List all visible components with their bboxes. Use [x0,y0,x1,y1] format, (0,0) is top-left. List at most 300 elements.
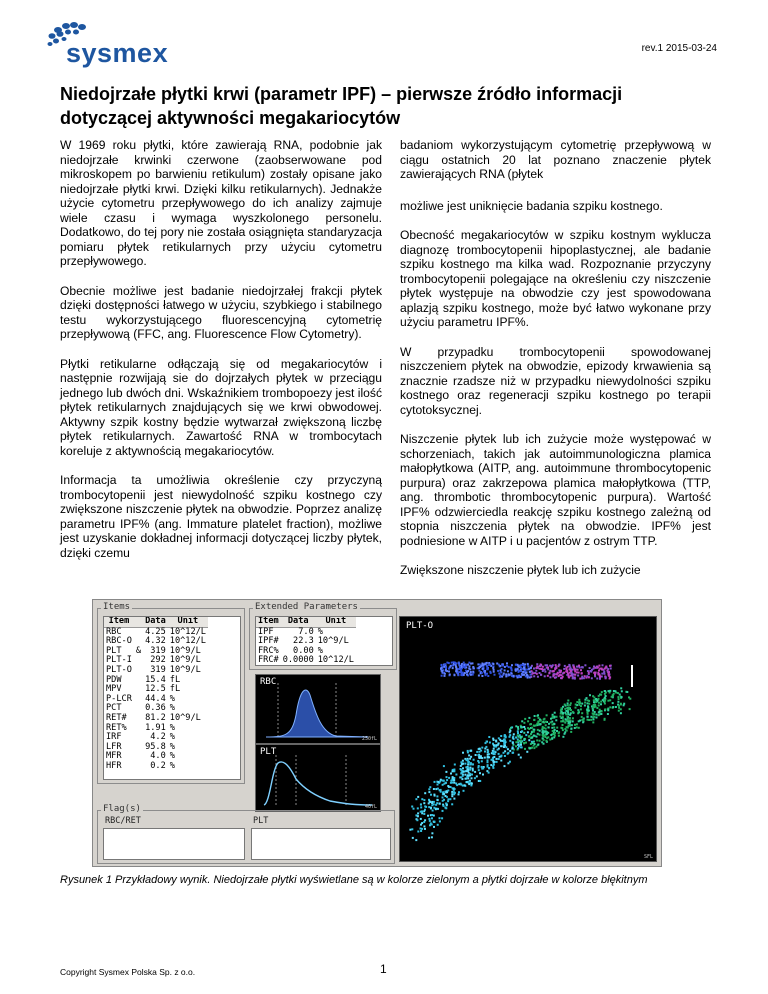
scatter-point [474,777,476,779]
scatter-point [464,672,466,674]
scatter-point [493,669,495,671]
scatter-point [530,723,532,725]
scatter-point [517,732,519,734]
plt-histogram [255,744,381,812]
scatter-point [448,671,450,673]
scatter-point [598,670,600,672]
scatter-point [453,782,455,784]
scatter-point [477,754,479,756]
scatter-point [493,756,495,758]
scatter-point [424,805,426,807]
scatter-point [579,701,581,703]
scatter-point [481,675,483,677]
scatter-point [567,707,569,709]
scatter-point [451,793,453,795]
cell-data: 4.25 [145,626,166,637]
scatter-point [465,664,467,666]
scatter-point [462,763,464,765]
scatter-point [448,662,450,664]
scatter-point [574,671,576,673]
scatter-point [618,705,620,707]
scatter-point [593,699,595,701]
scatter-point [521,726,523,728]
cell-flag [134,666,143,676]
scatter-point [545,721,547,723]
cell-item: LFR [106,741,122,752]
scatter-point [576,701,578,703]
scatter-point [504,765,506,767]
plt-histogram-curve [256,745,380,811]
scatter-point [579,720,581,722]
scatter-point [539,730,541,732]
scatter-point [598,702,600,704]
scatter-point [455,774,457,776]
scatter-point [460,776,462,778]
cell-data: 0.2 [150,760,166,771]
extended-params-table [255,616,393,666]
scatter-point [512,752,514,754]
cell-data: 0.36 [145,703,166,714]
scatter-point [598,695,600,697]
items-label: Items [103,602,131,612]
scatter-point [552,715,554,717]
scatter-point [478,675,480,677]
scatter-point [535,670,537,672]
scatter-point [527,720,529,722]
scatter-point [570,702,572,704]
scatter-point [534,715,536,717]
scatter-point [505,673,507,675]
table-row [104,762,208,772]
scatter-point [477,760,479,762]
scatter-point [617,692,619,694]
scatter-point [594,704,596,706]
cell-item: PLT [106,645,122,656]
scatter-point [509,761,511,763]
scatter-point [437,799,439,801]
scatter-point [612,694,614,696]
scatter-point [444,663,446,665]
scatter-point [521,746,523,748]
scatter-point [533,741,535,743]
scatter-point [570,731,572,733]
scatter-point [460,783,462,785]
scatter-point [441,817,443,819]
scatter-point [582,666,584,668]
scatter-point [619,694,621,696]
scatter-point [466,781,468,783]
flag-rbc-textbox[interactable] [103,828,245,860]
scatter-point [537,733,539,735]
scatter-point [601,691,603,693]
scatter-point [598,665,600,667]
scatter-point [504,755,506,757]
scatter-point [451,795,453,797]
scatter-point [417,831,419,833]
scatter-point [463,771,465,773]
scatter-point [588,710,590,712]
scatter-point [588,703,590,705]
scatter-point [540,664,542,666]
cell-data: 0.0000 [282,655,314,666]
logo-text: sysmex [66,38,169,68]
scatter-point [563,672,565,674]
scatter-point [509,731,511,733]
scatter-point [551,727,553,729]
scatter-point [531,731,533,733]
scatter-point [505,675,507,677]
scatter-point [443,765,445,767]
scatter-point [452,667,454,669]
scatter-point [554,729,556,731]
scatter-point [565,718,567,720]
cell-unit: % [169,722,175,733]
scatter-point [453,779,455,781]
scatter-point [562,712,564,714]
table-row [256,656,356,666]
scatter-point [429,800,431,802]
scatter-point [520,740,522,742]
scatter-point [472,674,474,676]
scatter-point [547,726,549,728]
scatter-point [609,706,611,708]
scatter-point [526,751,528,753]
cell-data: 319 [150,645,166,656]
scatter-point [609,678,611,680]
scatter-point [530,674,532,676]
scatter-point [447,798,449,800]
cell-flag [134,752,143,762]
cell-data: 4.0 [150,751,166,762]
scatter-point [455,670,457,672]
flag-plt-textbox[interactable] [251,828,391,860]
scatter-point [481,760,483,762]
scatter-point [494,674,496,676]
scatter-point [500,760,502,762]
cell-unit: % [317,645,323,656]
scatter-point [488,756,490,758]
cell-data: 95.8 [145,741,166,752]
scatter-point [589,667,591,669]
scatter-point [554,735,556,737]
scatter-point [437,784,439,786]
scatter-point [430,794,432,796]
scatter-point [601,673,603,675]
scatter-point [443,799,445,801]
scatter-point [493,748,495,750]
scatter-point [555,719,557,721]
scatter-point [431,832,433,834]
scatter-point [492,667,494,669]
scatter-point [515,741,517,743]
scatter-point [533,668,535,670]
scatter-point [537,676,539,678]
scatter-point [539,740,541,742]
scatter-point [449,674,451,676]
left-column [60,138,382,575]
scatter-point [446,779,448,781]
cell-flag [134,627,143,637]
scatter-point [451,662,453,664]
flag-rbc-label: RBC/RET [105,816,141,826]
scatter-point [421,810,423,812]
scatter-point [578,727,580,729]
scatter-point [470,671,472,673]
scatter-point [451,803,453,805]
scatter-point [567,702,569,704]
scatter-point [472,770,474,772]
scatter-point [584,705,586,707]
scatter-point [523,665,525,667]
scatter-point [479,664,481,666]
cell-unit: fL [169,674,181,685]
flag-plt-label: PLT [253,816,269,826]
scatter-point [533,747,535,749]
scatter-point [578,665,580,667]
scatter-point [569,704,571,706]
paragraph: Obecnie możliwe jest badanie niedojrzałej frakcji płytek dzięki dostępności łatwego w użyciu, szybkiego i stabilnego testu wykorzystującego fluorescencyjną cytometrię przepływową (FFC, ang. Fluorescence Flow Cytometry). [60,283,382,341]
scatter-point [596,717,598,719]
scatter-point [617,701,619,703]
scatter-point [420,806,422,808]
scatter-point [558,664,560,666]
scatter-point [447,800,449,802]
scatter-point [513,675,515,677]
scatter-point [515,737,517,739]
scatter-point [605,667,607,669]
scatter-point [513,733,515,735]
scatter-point [587,706,589,708]
scatter-point [588,676,590,678]
scatter-point [567,666,569,668]
scatter-point [577,669,579,671]
scatter-point [520,757,522,759]
scatter-point [569,714,571,716]
cell-data: 15.4 [145,674,166,685]
scatter-point [504,666,506,668]
scatter-point [485,663,487,665]
scatter-point [469,768,471,770]
scatter-point [537,744,539,746]
scatter-point [455,662,457,664]
scatter-point [510,727,512,729]
scatter-point [550,718,552,720]
scatter-point [602,664,604,666]
scatter-point [442,797,444,799]
cell-unit: % [317,626,323,637]
scatter-point [467,664,469,666]
scatter-point [568,722,570,724]
scatter-point [487,761,489,763]
scatter-point [553,717,555,719]
scatter-point [502,665,504,667]
scatter-point [566,726,568,728]
cell-flag [134,704,143,714]
rbc-histogram-title: RBC [260,677,277,687]
scatter-point [597,667,599,669]
col-header-item: Item [108,616,130,626]
scatter-point [445,666,447,668]
scatter-point [610,668,612,670]
scatter-point [529,671,531,673]
scatter-point [531,671,533,673]
scatter-point [479,772,481,774]
scatter-point [433,788,435,790]
cell-flag [134,762,143,772]
cell-data: 319 [150,664,166,675]
cell-unit: % [169,751,175,762]
scatter-point [528,739,530,741]
scatter-point [428,837,430,839]
cell-data: 7.0 [298,626,314,637]
scatter-point [577,675,579,677]
scatter-point [452,665,454,667]
scatter-point [551,738,553,740]
scatter-point [618,698,620,700]
scatter-point [567,716,569,718]
scatter-point [500,740,502,742]
scatter-point [498,753,500,755]
scatter-point [511,673,513,675]
scatter-point [531,727,533,729]
paragraph: Płytki retikularne odłączają się od megakariocytów i następnie rozwijają sie do dojrzałych płytek w przeciągu jednego lub dwóch dni. Wskaźnikiem trombopoezy jest ilość płytek retikularnych znajdujących się we krwi obwodowej. Aktywny szpik kostny będzie wytwarzał zwiększoną liczbę płytek retikularnych. Zawartość RNA w trombocytach koreluje z aktywnością megakariocytów. [60,356,382,458]
scatter-point [531,737,533,739]
scatter-point [515,670,517,672]
scatter-point [563,668,565,670]
scatter-point [479,670,481,672]
cell-flag [134,676,143,686]
scatter-point [539,734,541,736]
scatter-point [567,700,569,702]
scatter-point [445,782,447,784]
scatter-point [542,670,544,672]
scatter-point [541,668,543,670]
scatter-point [487,675,489,677]
scatter-point [498,758,500,760]
scatter-point [578,699,580,701]
scatter-point [565,670,567,672]
scatter-point [515,664,517,666]
cell-item: RBC [106,626,122,637]
scatter-point [442,784,444,786]
scatter-point [428,788,430,790]
scatter-point [543,734,545,736]
scatter-point [601,669,603,671]
scatter-point [433,826,435,828]
scatter-point [569,720,571,722]
scatter-point [623,704,625,706]
scatter-point [574,724,576,726]
scatter-point [443,805,445,807]
scatter-point [484,670,486,672]
scatter-point [478,765,480,767]
scatter-point [583,677,585,679]
scatter-point [504,740,506,742]
scatter-point [568,719,570,721]
cell-unit: 10^9/L [169,645,201,656]
scatter-point [465,778,467,780]
scatter-point [559,715,561,717]
scatter-point [493,762,495,764]
scatter-point [519,665,521,667]
scatter-point [545,664,547,666]
scatter-point [485,674,487,676]
cell-item: PDW [106,674,122,685]
scatter-point [499,756,501,758]
scattergram-plot [400,617,656,861]
scatter-point [512,742,514,744]
scatter-point [489,671,491,673]
scatter-point [431,801,433,803]
plt-histogram-axis: 40fL [364,804,377,810]
scatter-point [454,674,456,676]
scatter-point [417,812,419,814]
scatter-point [574,727,576,729]
scatter-point [569,665,571,667]
scatter-point [558,669,560,671]
scatter-point [550,721,552,723]
scatter-point [515,745,517,747]
scatter-point [517,730,519,732]
scatter-point [528,668,530,670]
scatter-point [536,663,538,665]
scatter-point [558,732,560,734]
scatter-point [523,742,525,744]
scatter-point [546,733,548,735]
cell-item: MPV [106,684,122,695]
scatter-point [604,718,606,720]
scatter-point [534,725,536,727]
scatter-point [489,742,491,744]
scatter-point [467,777,469,779]
scatter-point [509,734,511,736]
scattergram-title: PLT-O [406,621,434,631]
scatter-point [604,708,606,710]
scatter-point [439,781,441,783]
scatter-point [512,747,514,749]
scatter-point [468,781,470,783]
cell-data: 44.4 [145,693,166,704]
scatter-point [545,728,547,730]
scatter-point [539,668,541,670]
scatter-point [587,719,589,721]
scatter-point [482,767,484,769]
scatter-point [424,792,426,794]
scatter-point [561,707,563,709]
cell-item: HFR [106,760,122,771]
scatter-point [621,690,623,692]
scatter-point [508,673,510,675]
scatter-point [609,699,611,701]
scatter-point [490,764,492,766]
scatter-point [460,768,462,770]
cell-data: 4.2 [150,732,166,743]
scatter-point [618,710,620,712]
paragraph: możliwe jest uniknięcie badania szpiku kostnego. [400,198,663,213]
scatter-point [444,673,446,675]
scatter-point [470,756,472,758]
paragraph: Obecność megakariocytów w szpiku kostnym wyklucza diagnozę trombocytopenii hipoplastycznej, ale badanie szpiku kostnego ma kilka wad. Rozpoznanie przyczyny trombocytopenii polegające na określeniu czy niszczenie płytek występuje na obwodzie czy jest spowodowana aplazją szpiku kostnego, może być łatwo wykonane przy użyciu parametru IPF%. [400,228,711,329]
scatter-point [533,719,535,721]
scatter-point [439,820,441,822]
scatter-point [423,802,425,804]
scatter-point [492,663,494,665]
scatter-point [536,723,538,725]
scatter-point [504,743,506,745]
scatter-point [586,697,588,699]
scatter-point [568,676,570,678]
scatter-point [446,776,448,778]
